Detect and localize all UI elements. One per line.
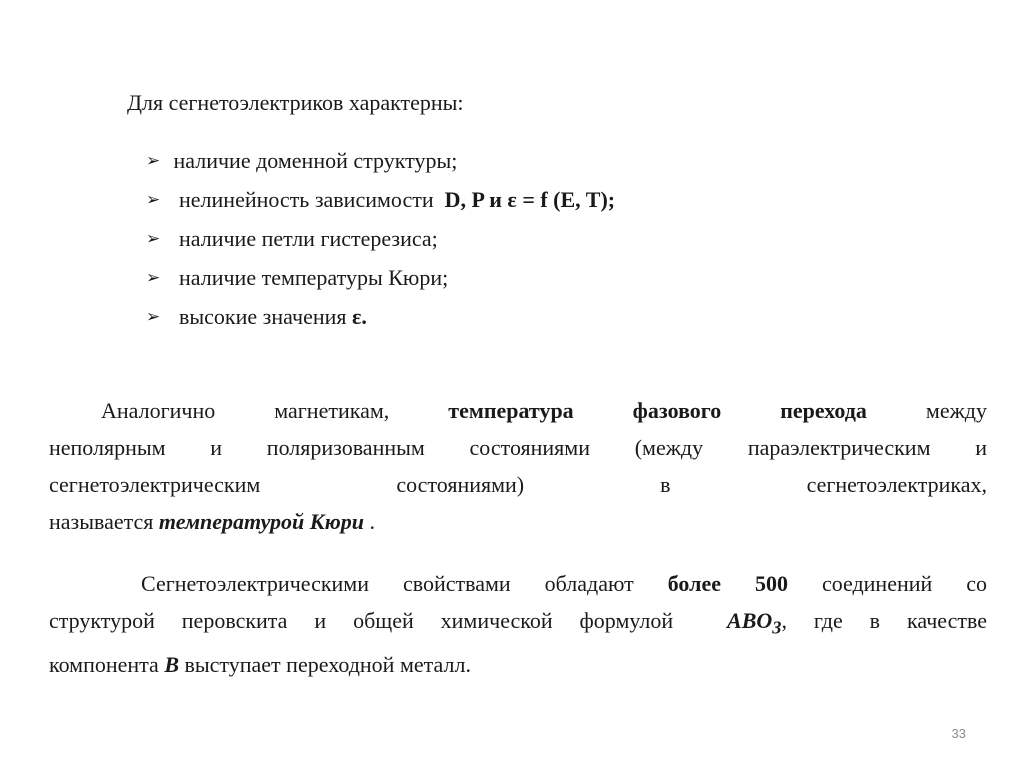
text-run: называется [49, 509, 159, 534]
perovskite-paragraph [49, 565, 987, 683]
text-run: между [866, 398, 987, 423]
phase-transition-term: температура фазового перехода [448, 398, 867, 423]
list-item-text: наличие доменной структуры; [168, 148, 458, 173]
formula-subscript: 3 [772, 617, 782, 638]
paragraph-line: сегнетоэлектрическим состояниями) в сегнетоэлектриках, [49, 472, 987, 497]
paragraph-line [49, 503, 987, 540]
curie-definition-paragraph [49, 392, 987, 540]
arrow-bullet-icon: ➢ [146, 190, 161, 210]
list-item-formula: D, P и ε = f (E, T); [444, 187, 616, 212]
text-run: , где в качестве [781, 608, 987, 633]
text-run: . [364, 509, 376, 534]
text-run: компонента [49, 652, 165, 678]
feature-list [146, 143, 615, 338]
list-item [146, 143, 615, 182]
slide-number: 33 [951, 726, 966, 741]
chemical-formula [727, 608, 782, 638]
text-run: Сегнетоэлектрическими свойствами обладают [141, 571, 668, 596]
text-run: выступает переходной металл. [179, 652, 471, 678]
compound-count: более 500 [667, 571, 788, 596]
paragraph-line: неполярным и поляризованным состояниями (между параэлектрическим и [49, 435, 987, 460]
arrow-bullet-icon: ➢ [146, 307, 161, 327]
list-item [146, 299, 615, 338]
text-run: соединений со [787, 571, 988, 596]
paragraph-line [49, 646, 987, 683]
arrow-bullet-icon: ➢ [146, 151, 161, 171]
list-item [146, 221, 615, 260]
text-run: Аналогично магнетикам, [101, 398, 449, 423]
list-item-text: наличие температуры Кюри; [168, 265, 449, 290]
arrow-bullet-icon: ➢ [146, 268, 161, 288]
list-item-text: нелинейность зависимости [168, 187, 445, 212]
arrow-bullet-icon: ➢ [146, 229, 161, 249]
list-item [146, 260, 615, 299]
list-item-epsilon: ε. [352, 304, 367, 329]
list-item-text: наличие петли гистерезиса; [168, 226, 438, 251]
component-b-term: B [164, 652, 179, 678]
list-item [146, 182, 615, 221]
paragraph-line [49, 392, 987, 429]
list-item-text: высокие значения [168, 304, 353, 329]
curie-temperature-term: температурой Кюри [158, 509, 365, 534]
intro-heading: Для сегнетоэлектриков характерны: [127, 90, 464, 115]
paragraph-line [49, 565, 987, 602]
paragraph-line [49, 602, 987, 646]
formula-base: ABO [727, 608, 773, 633]
text-run: структурой перовскита и общей химической формулой [49, 608, 728, 633]
